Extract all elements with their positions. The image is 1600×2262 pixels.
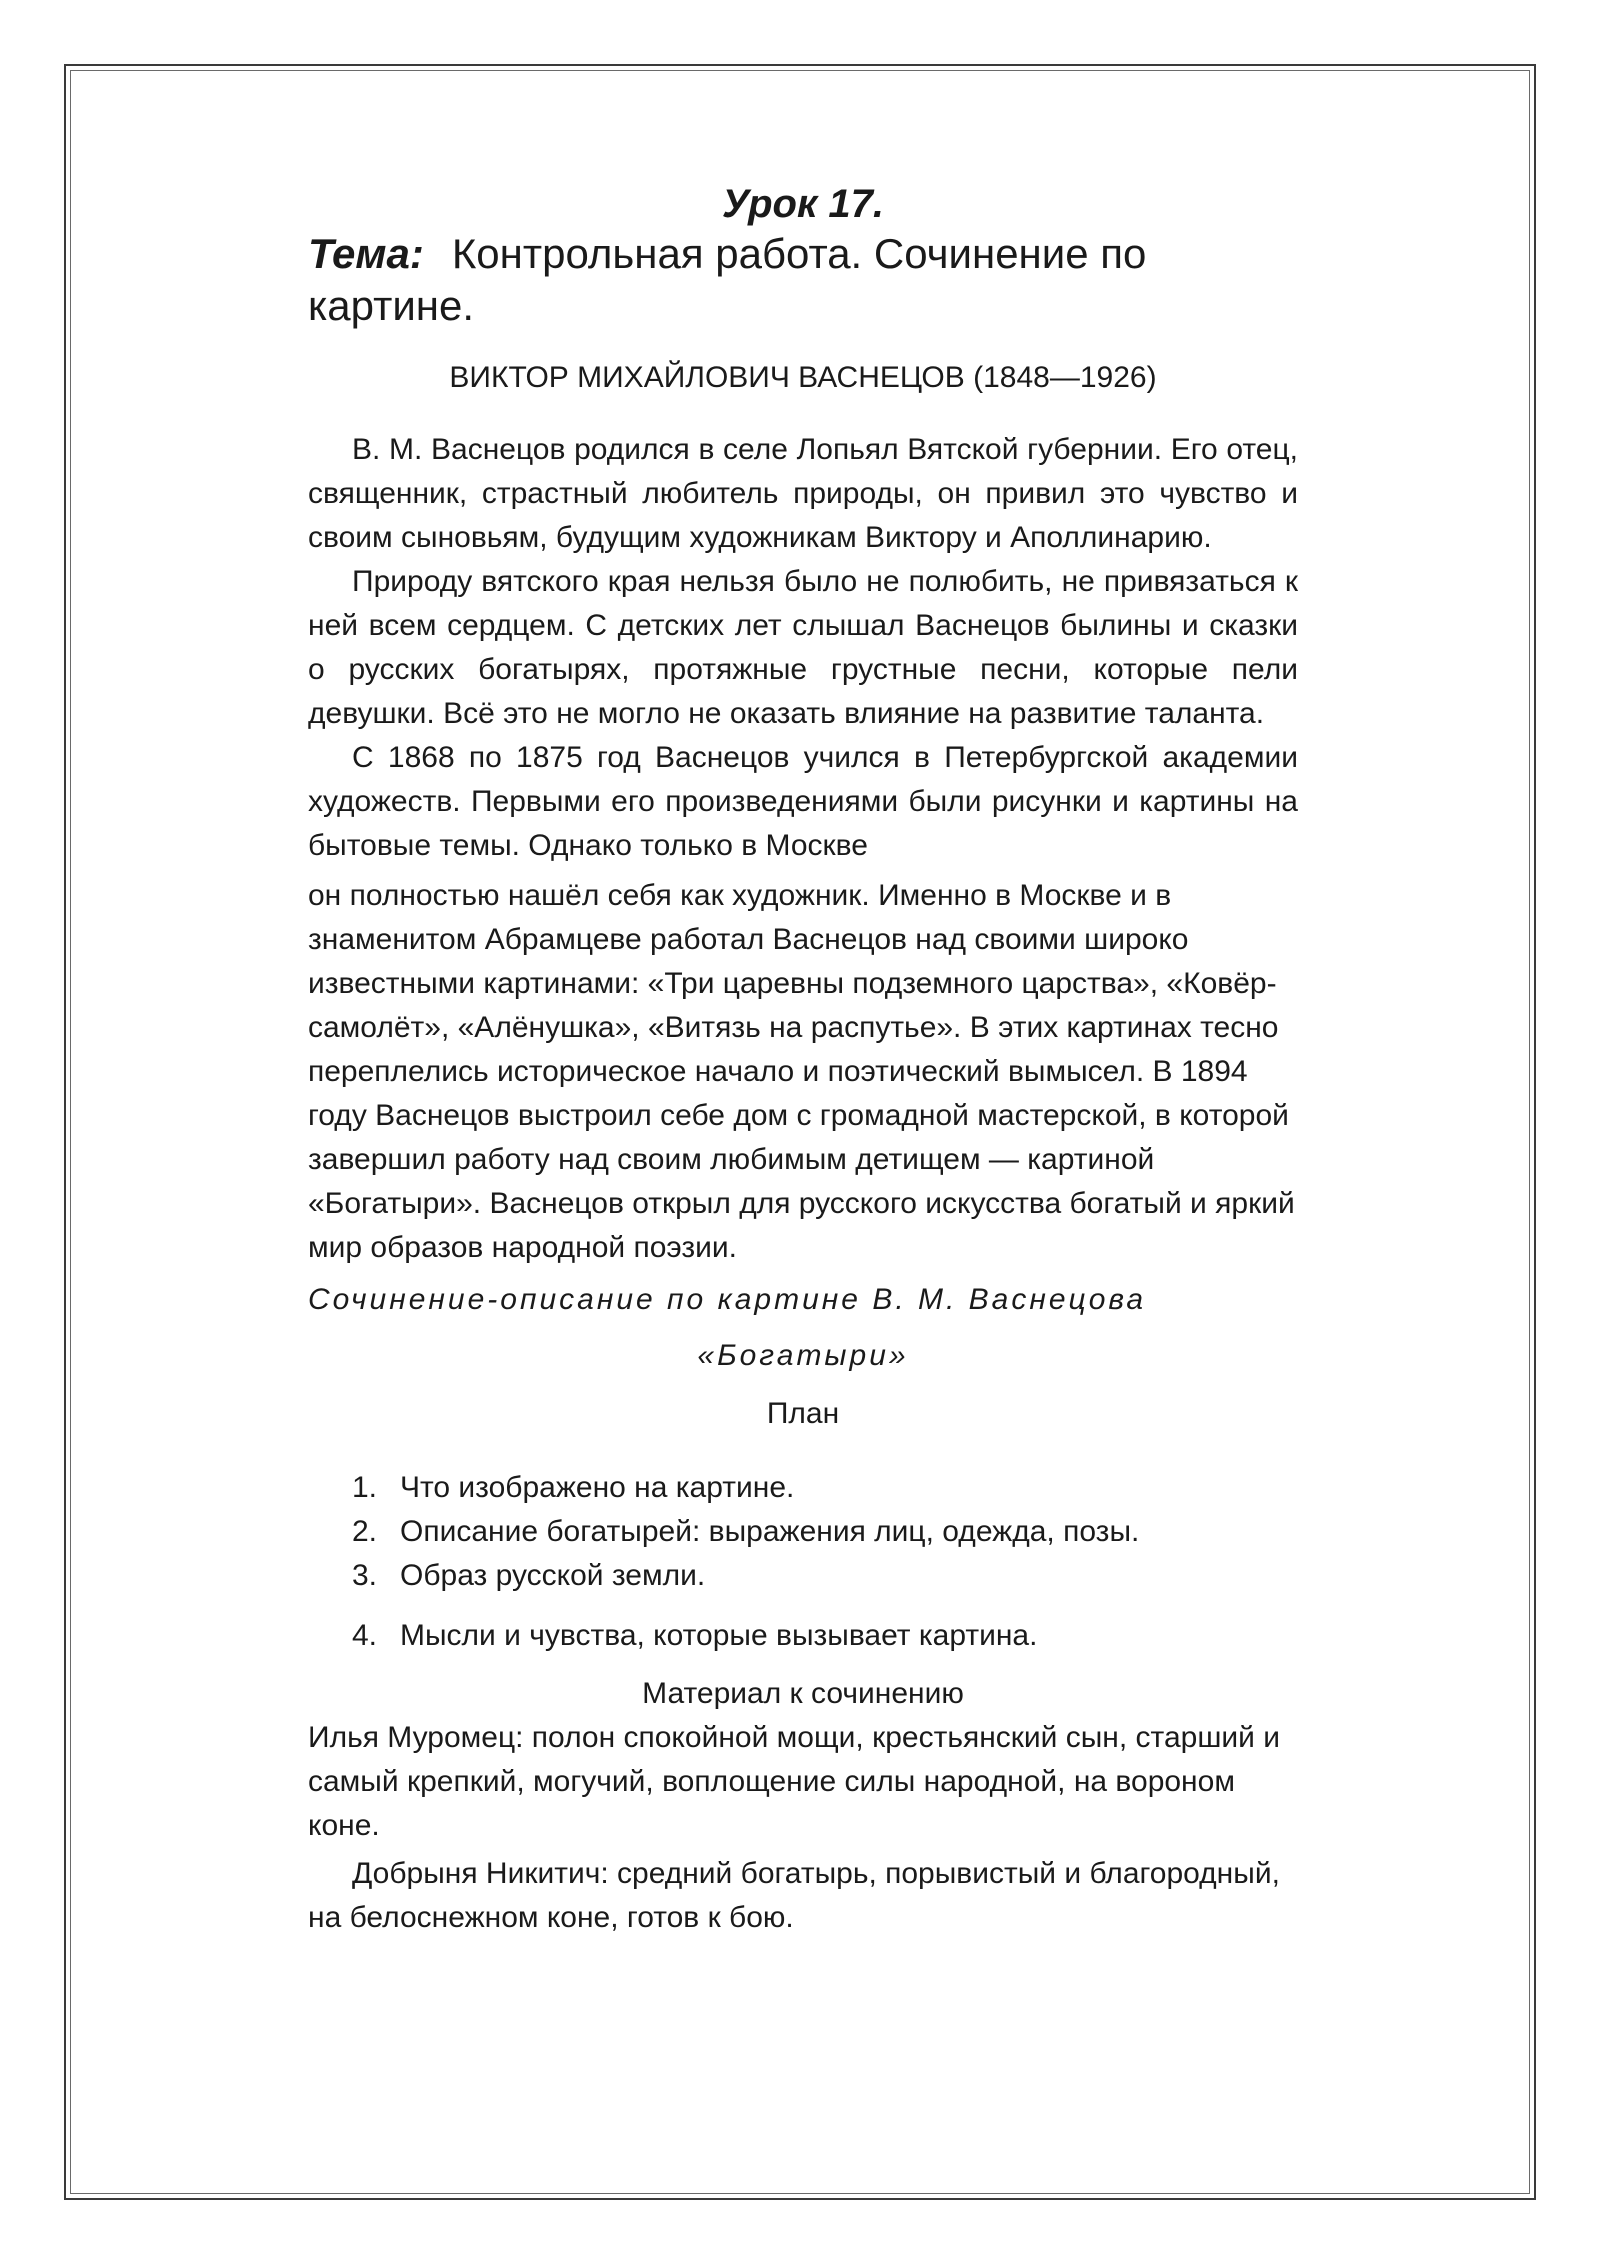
plan-item-number: 1. bbox=[352, 1471, 378, 1504]
document-body bbox=[308, 172, 1298, 1940]
plan-item bbox=[308, 1554, 1298, 1598]
material-heading: Материал к сочинению bbox=[642, 1677, 964, 1710]
plan-item-text: Описание богатырей: выражения лиц, одежда, позы. bbox=[400, 1515, 1140, 1548]
topic-label: Тема: bbox=[308, 230, 424, 277]
plan-heading: План bbox=[766, 1397, 840, 1430]
material-paragraph: Илья Муромец: полон спокойной мощи, крестьянский сын, старший и самый крепкий, могучий, воплощение силы народной, на вороном коне. bbox=[308, 1721, 1280, 1842]
plan-item bbox=[308, 1614, 1298, 1658]
plan-item-number: 3. bbox=[352, 1559, 378, 1592]
topic-line bbox=[308, 228, 1298, 332]
material-paragraph: Добрыня Никитич: средний богатырь, порывистый и благородный, на белоснежном коне, готов к бою. bbox=[308, 1857, 1280, 1934]
biography-continuation: он полностью нашёл себя как художник. Именно в Москве и в знаменитом Абрамцеве работал Васнецов над своими широко известными картинами: «Три царевны подземного царства», «Ковёр-самолёт», «Алёнушка», «Витязь на распутье». В этих картинах тесно переплелись историческое начало и поэтический вымысел. В 1894 году Васнецов выстроил себе дом с громадной мастерской, в которой завершил работу над своим любимым детищем — картиной «Богатыри». Васнецов открыл для русского искусства богатый и яркий мир образов народной поэзии. bbox=[308, 879, 1295, 1264]
essay-title: Сочинение-описание по картине В. М. Васнецова bbox=[308, 1283, 1147, 1316]
author-heading: ВИКТОР МИХАЙЛОВИЧ ВАСНЕЦОВ (1848—1926) bbox=[449, 361, 1157, 394]
plan-item-number: 4. bbox=[352, 1619, 378, 1652]
plan-item-number: 2. bbox=[352, 1515, 378, 1548]
plan-item bbox=[308, 1510, 1298, 1554]
plan-item-text: Образ русской земли. bbox=[400, 1559, 706, 1592]
plan-item bbox=[308, 1466, 1298, 1510]
plan-item-text: Что изображено на картине. bbox=[400, 1471, 795, 1504]
plan-list bbox=[308, 1466, 1298, 1658]
biography-paragraph: Природу вятского края нельзя было не полюбить, не привязаться к ней всем сердцем. С детских лет слышал Васнецов былины и сказки о русских богатырях, протяжные грустные песни, которые пели девушки. Всё это не могло не оказать влияние на развитие таланта. bbox=[308, 565, 1298, 730]
biography-paragraph: В. М. Васнецов родился в селе Лопьял Вятской губернии. Его отец, священник, страстный любитель природы, он привил это чувство и своим сыновьям, будущим художникам Виктору и Аполлинарию. bbox=[308, 433, 1298, 554]
lesson-title: Урок 17. bbox=[722, 182, 884, 226]
biography-paragraph: С 1868 по 1875 год Васнецов учился в Петербургской академии художеств. Первыми его произведениями были рисунки и картины на бытовые темы. Однако только в Москве bbox=[308, 741, 1298, 862]
essay-painting-title: «Богатыри» bbox=[697, 1339, 909, 1372]
topic-text: Контрольная работа. Сочинение по картине. bbox=[308, 230, 1147, 329]
plan-item-text: Мысли и чувства, которые вызывает картина. bbox=[400, 1619, 1038, 1652]
